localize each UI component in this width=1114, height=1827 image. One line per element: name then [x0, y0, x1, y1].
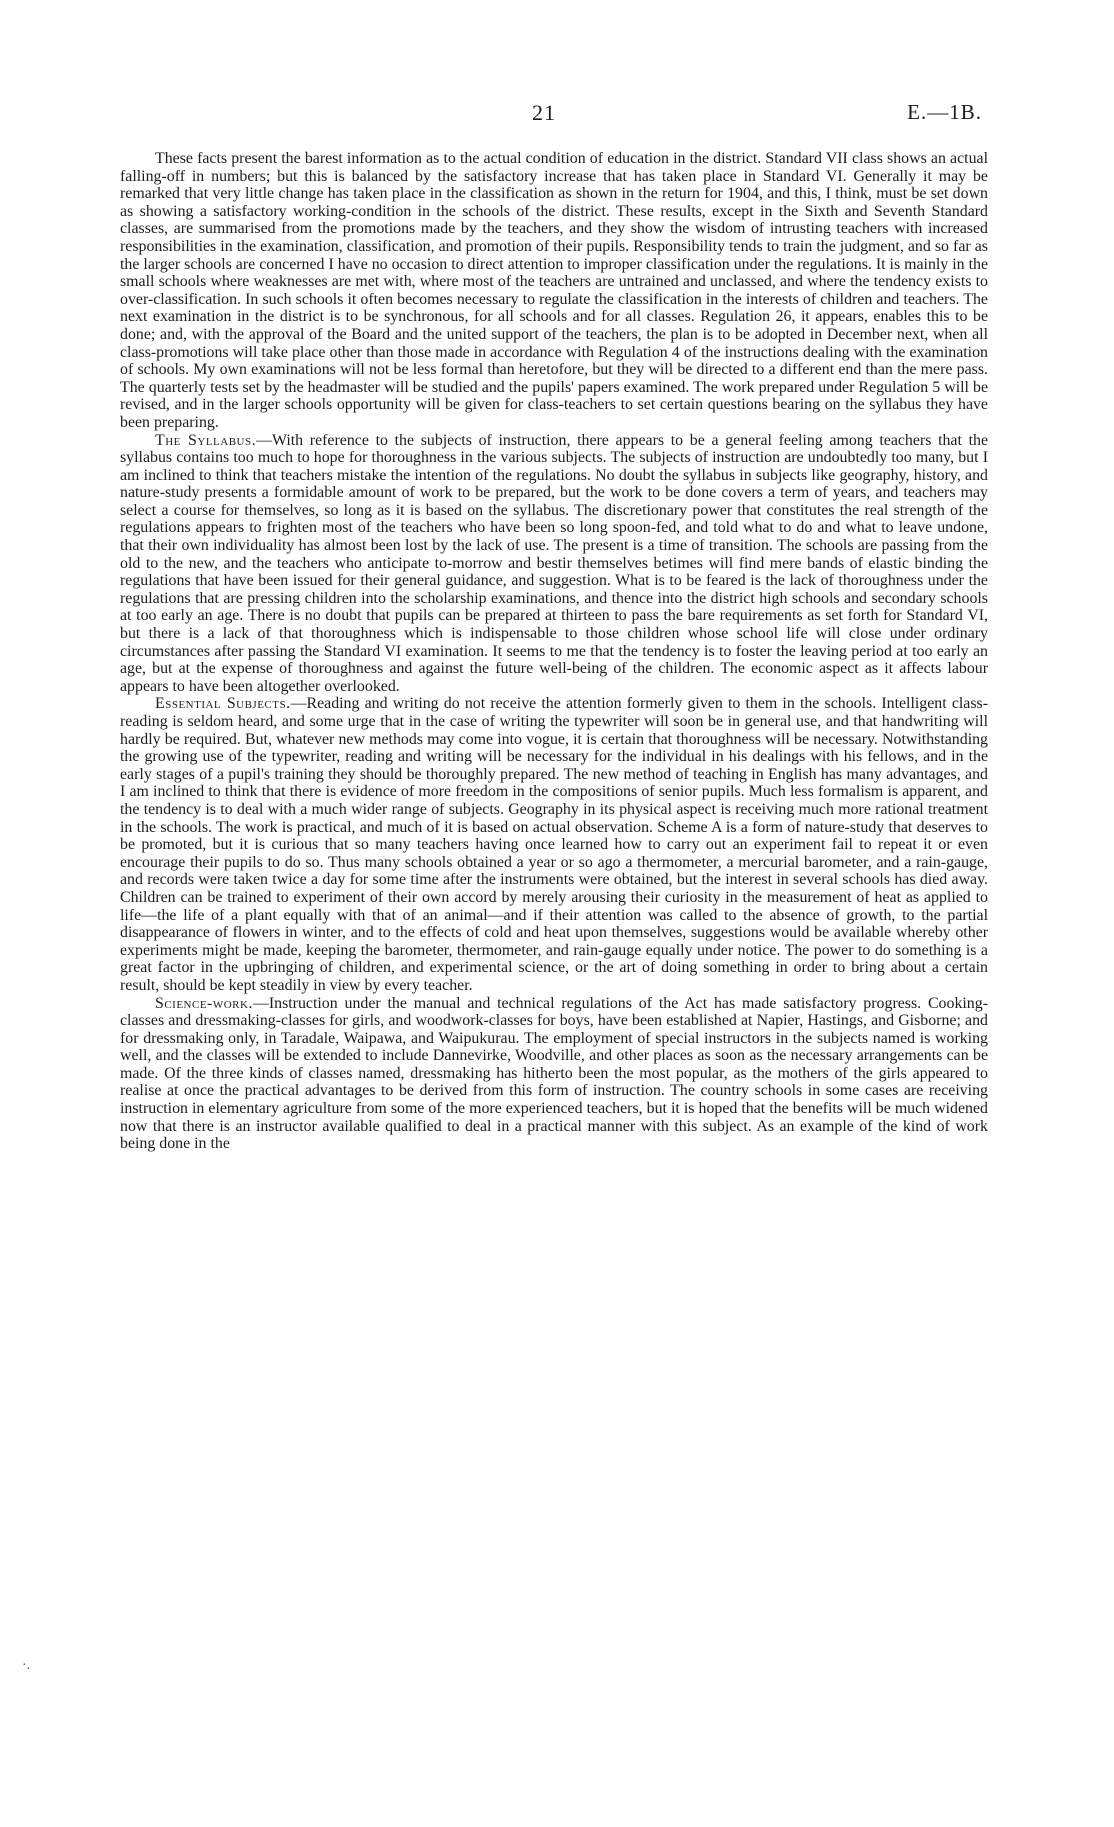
paragraph-intro [120, 150, 988, 432]
paragraph-text: —Reading and writing do not receive the attention formerly given to them in the schools. Intelligent class-reading is seldom heard, and some urge that in the case of writing the typewriter will soon be in general use, and that handwriting will hardly be required. But, whatever new methods may come into vogue, it is certain that thoroughness will be necessary. Notwithstanding the growing use of the typewriter, reading and writing will be necessary for the individual in his dealings with his fellows, and in the early stages of a pupil's training they should be thoroughly prepared. The new method of teaching in English has many advantages, and I am inclined to think that there is evidence of more freedom in the compositions of senior pupils. Much less formalism is apparent, and the tendency is to deal with a much wider range of subjects. Geography in its physical aspect is receiving much more rational treatment in the schools. The work is practical, and much of it is based on actual observation. Scheme A is a form of nature-study that deserves to be promoted, but it is curious that so many teachers having once learned how to carry out an experiment fail to repeat it or even encourage their pupils to do so. Thus many schools obtained a year or so ago a thermometer, a mercurial barometer, and a rain-gauge, and records were taken twice a day for some time after the instruments were obtained, but the interest in several schools has died away. Children can be trained to experiment of their own accord by merely arousing their curiosity in the measurement of heat as applied to life—the life of a plant equally with that of an animal—and if their attention was called to the absence of growth, to the partial disappearance of flowers in winter, and to the effects of cold and heat upon themselves, suggestions would be available whereby other experiments might be made, keeping the barometer, thermometer, and rain-gauge equally under notice. The power to do something is a great factor in the upbringing of children, and experimental science, or the art of doing something in order to bring about a certain result, should be kept steadily in view by every teacher. [120, 695, 988, 994]
paragraph-text: —With reference to the subjects of instruction, there appears to be a general feeling among teachers that the syllabus contains too much to hope for thoroughness in the various subjects. The subjects of instruction are undoubtedly too many, but I am inclined to think that teachers mistake the intention of the regulations. No doubt the syllabus in subjects like geography, history, and nature-study presents a formidable amount of work to be prepared, but the work to be done covers a term of years, and teachers may select a course for themselves, so long as it is based on the syllabus. The discretionary power that constitutes the real strength of the regulations appears to frighten most of the teachers who have been so long spoon-fed, and told what to do and what to leave undone, that their own individuality has almost been lost by the lack of use. The present is a time of transition. The schools are passing from the old to the new, and the teachers who anticipate to-morrow and bestir themselves betimes will find mere bands of elastic binding the regulations that have been issued for their general guidance, and suggestion. What is to be feared is the lack of thoroughness under the regulations that are pressing children into the scholarship examinations, and thence into the district high schools and secondary schools at too early an age. There is no doubt that pupils can be prepared at thirteen to pass the bare requirements as set forth for Standard VI, but there is a lack of that thoroughness which is indispensable to those children whose school life will close under ordinary circumstances after passing the Standard VI examination. It seems to me that the tendency is to foster the leaving period at too early an age, but at the expense of thoroughness and against the future well-being of the children. The economic aspect as it affects labour appears to have been altogether overlooked. [120, 431, 988, 695]
paragraph-science-work [120, 995, 988, 1153]
section-heading-essential-subjects: Essential Subjects. [155, 695, 291, 713]
document-reference: E.—1B. [907, 100, 982, 124]
paragraph-text: These facts present the barest information as to the actual condition of education in the district. Standard VII class shows an actual falling-off in numbers; but this is balanced by the satisfactory increase that has taken place in Standard VI. Generally it may be remarked that very little change has taken place in the classification as shown in the return for 1904, and this, I think, must be set down as showing a satisfactory working-condition in the schools of the district. These results, except in the Sixth and Seventh Standard classes, are summarised from the promotions made by the teachers, and they show the wisdom of intrusting teachers with increased responsibilities in the examination, classification, and promotion of their pupils. Responsibility tends to train the judgment, and so far as the larger schools are concerned I have no occasion to direct attention to improper classification under the regulations. It is mainly in the small schools where weaknesses are met with, where most of the teachers are untrained and unclassed, and where the tendency exists to over-classification. In such schools it often becomes necessary to regulate the classification in the interests of children and teachers. The next examination in the district is to be synchronous, for all schools and for all classes. Regulation 26, it appears, enables this to be done; and, with the approval of the Board and the united support of the teachers, the plan is to be adopted in December next, when all class-promotions will take place other than those made in accordance with Regulation 4 of the instructions dealing with the examination of schools. My own examinations will not be less formal than heretofore, but they will be directed to a different end than the mere pass. The quarterly tests set by the headmaster will be studied and the pupils' papers examined. The work prepared under Regulation 5 will be revised, and in the larger schools opportunity will be given for class-teachers to set certain questions bearing on the syllabus they have been preparing. [120, 150, 988, 431]
page-number: 21 [532, 100, 556, 125]
body-text [120, 150, 988, 1153]
paragraph-essential-subjects [120, 695, 988, 994]
section-heading-syllabus: The Syllabus. [155, 431, 257, 449]
paragraph-text: —Instruction under the manual and technical regulations of the Act has made satisfactory progress. Cooking-classes and dressmaking-classes for girls, and woodwork-classes for boys, have been established at Napier, Hastings, and Gisborne; and for dressmaking only, in Taradale, Waipawa, and Waipukurau. The employment of special instructors in the subjects named is working well, and the classes will be extended to include Dannevirke, Woodville, and other places as soon as the necessary arrangements can be made. Of the three kinds of classes named, dressmaking has hitherto been the most popular, as the mothers of the girls appeared to realise at once the practical advantages to be derived from this form of instruction. The country schools in some cases are receiving instruction in elementary agriculture from some of the more experienced teachers, but it is hoped that the benefits will be much widened now that there is an instructor available qualified to deal in a practical manner with this subject. As an example of the kind of work being done in the [120, 994, 988, 1153]
paragraph-syllabus [120, 432, 988, 696]
section-heading-science-work: Science-work. [155, 994, 253, 1012]
margin-mark: ·. [22, 1658, 31, 1673]
